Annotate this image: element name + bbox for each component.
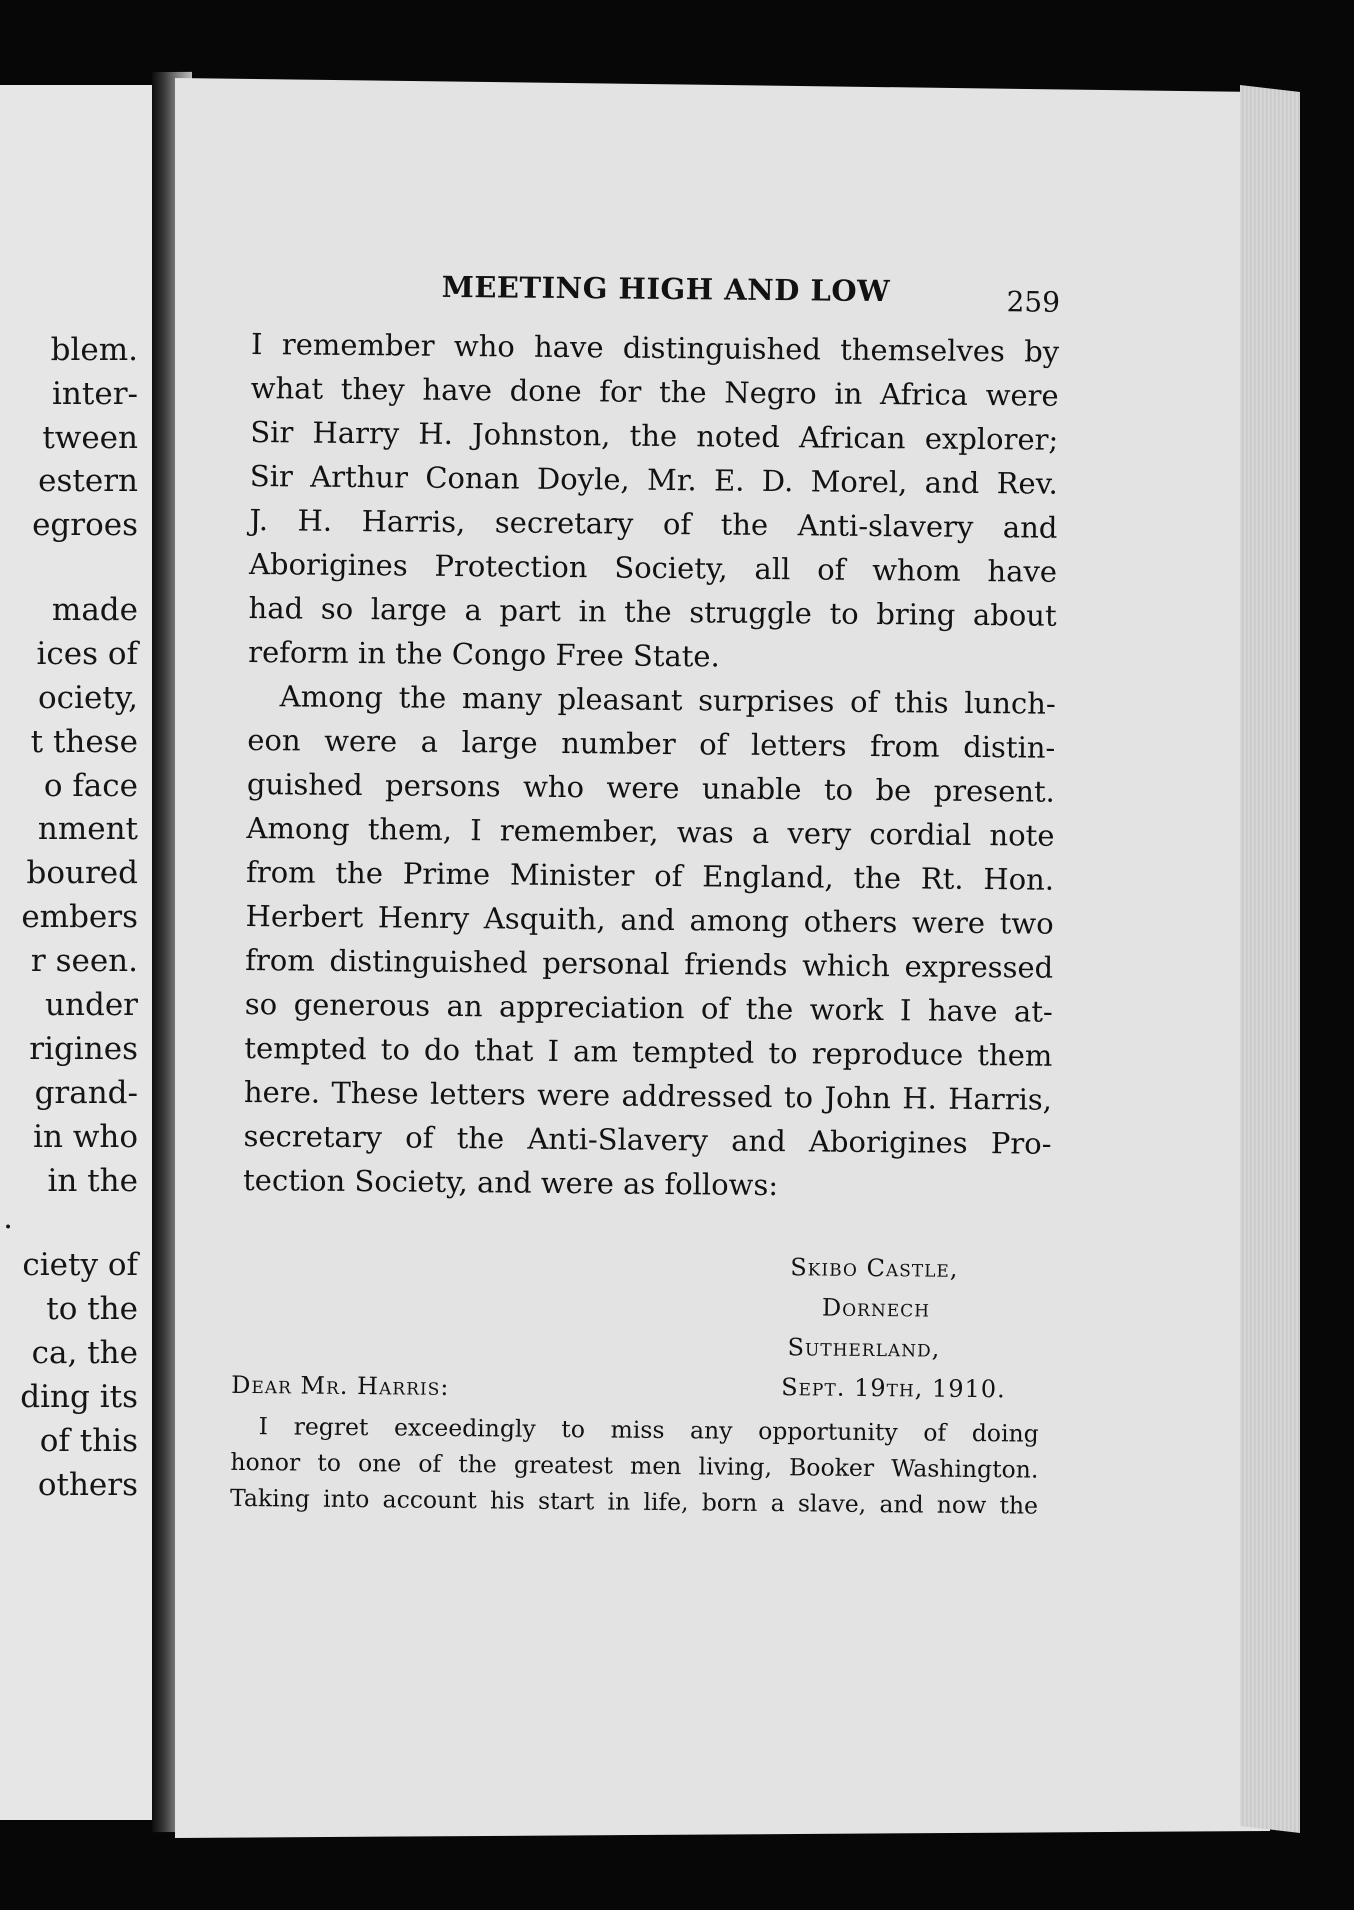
page-number: 259 — [1006, 285, 1061, 319]
letter-salutation: Dear Mr. Harris: — [231, 1370, 450, 1401]
body-line: here. These letters were addressed to John H. Harris, — [243, 1074, 1053, 1117]
left-line: inter- — [52, 376, 138, 412]
body-line: secretary of the Anti-Slavery and Aborigines Pro- — [243, 1118, 1052, 1161]
left-line: r seen. — [30, 943, 138, 979]
letter-address-line: Sept. 19th, 1910. — [781, 1373, 1006, 1404]
left-line: ca, the — [31, 1335, 138, 1371]
left-line: t these — [30, 724, 138, 760]
body-line: eon were a large number of letters from distin- — [247, 722, 1056, 765]
letter-line: I regret exceedingly to miss any opportunity of doing — [258, 1412, 1039, 1448]
left-line: . — [3, 1200, 13, 1236]
letter-line: Taking into account his start in life, born a slave, and now the — [229, 1483, 1039, 1520]
body-line: had so large a part in the struggle to bring about — [248, 590, 1057, 633]
body-line: Sir Arthur Conan Doyle, Mr. E. D. Morel, and Rev. — [249, 458, 1059, 501]
body-line: Among them, I remember, was a very cordial note — [246, 810, 1055, 853]
left-line: nment — [37, 811, 138, 847]
left-line: in who — [33, 1119, 138, 1155]
running-head: MEETING HIGH AND LOW — [441, 269, 891, 309]
left-line: tween — [42, 420, 138, 456]
body-line: so generous an appreciation of the work I have at- — [244, 986, 1053, 1029]
body-line: tempted to do that I am tempted to reproduce them — [244, 1030, 1053, 1073]
left-line: grand- — [34, 1075, 138, 1111]
left-line: ding its — [20, 1379, 138, 1415]
body-line: what they have done for the Negro in Africa were — [250, 370, 1059, 413]
letter-address-line: Dornech — [821, 1293, 931, 1323]
body-line: reform in the Congo Free State. — [248, 634, 720, 674]
body-line: Among the many pleasant surprises of this lunch- — [279, 679, 1056, 721]
body-line: Sir Harry H. Johnston, the noted African explorer; — [250, 414, 1059, 457]
left-line: to the — [46, 1291, 138, 1327]
left-line: estern — [38, 463, 138, 499]
body-line: from the Prime Minister of England, the Rt. Hon. — [245, 854, 1055, 897]
left-line: boured — [26, 855, 138, 891]
left-line: in the — [47, 1163, 138, 1199]
letter-address-line: Sutherland, — [787, 1333, 941, 1363]
left-line: rigines — [29, 1031, 138, 1067]
page-edges — [1240, 85, 1300, 1833]
body-line: I remember who have distinguished themselves by — [250, 326, 1060, 369]
body-line: from distinguished personal friends which expressed — [245, 942, 1054, 985]
left-line: ociety, — [38, 680, 138, 716]
body-line: Aborigines Protection Society, all of whom have — [248, 546, 1058, 589]
letter-line: honor to one of the greatest men living, Booker Washington. — [230, 1447, 1039, 1484]
left-line: under — [45, 987, 138, 1023]
left-line: embers — [21, 899, 138, 935]
left-line: blem. — [50, 332, 138, 368]
left-line: ices of — [36, 636, 138, 672]
letter-address-line: Skibo Castle, — [790, 1253, 959, 1283]
body-line: J. H. Harris, secretary of the Anti-slavery and — [249, 502, 1058, 545]
left-line: o face — [43, 768, 138, 804]
left-line: ciety of — [22, 1247, 138, 1283]
left-line: others — [37, 1467, 138, 1503]
body-line: guished persons who were unable to be present. — [246, 766, 1056, 809]
left-line: made — [51, 592, 138, 628]
left-line: egroes — [32, 507, 138, 543]
body-line: Herbert Henry Asquith, and among others were two — [245, 898, 1054, 941]
left-line: of this — [39, 1423, 138, 1459]
left-page — [0, 85, 168, 1820]
body-line: tection Society, and were as follows: — [242, 1162, 779, 1203]
